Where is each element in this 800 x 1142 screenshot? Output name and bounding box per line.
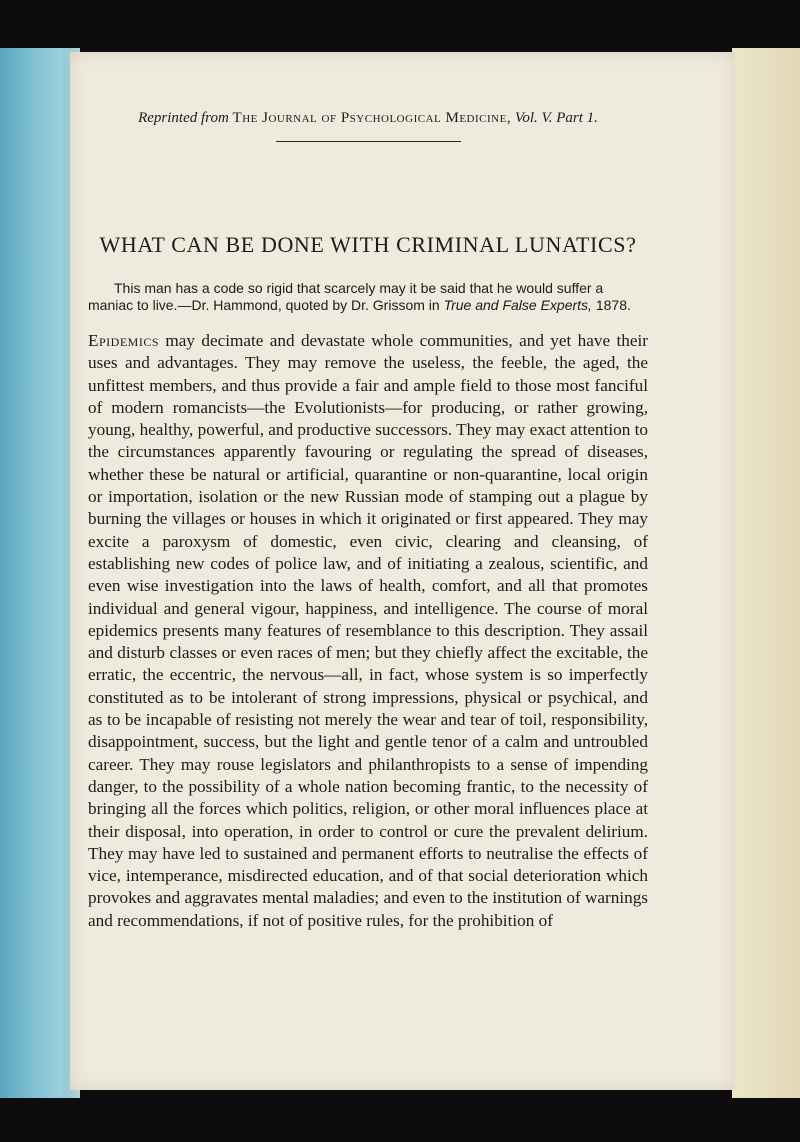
reprint-prefix: Reprinted from	[138, 110, 229, 126]
volume-info: Vol. V. Part 1.	[514, 110, 598, 126]
journal-name: The Journal of Psychological Medicine,	[232, 110, 512, 126]
body-paragraph	[88, 330, 648, 932]
article-title: WHAT CAN BE DONE WITH CRIMINAL LUNATICS?	[99, 232, 637, 257]
epigraph-text: This man has a code so rigid that scarcely may it be said that he would suffer a maniac to live.—Dr. Hammond, quoted by Dr. Grissom in	[88, 280, 604, 313]
epigraph-year: 1878.	[591, 297, 631, 313]
lead-word: Epidemics	[88, 331, 160, 350]
book-cover-left-edge	[0, 48, 80, 1098]
page-text	[88, 52, 648, 949]
reprint-header	[88, 110, 648, 127]
epigraph-source: True and False Experts,	[443, 297, 592, 313]
epigraph	[88, 280, 648, 314]
book-cover-right-edge	[732, 48, 800, 1098]
header-rule	[276, 141, 461, 142]
body-text: may decimate and devastate whole communities, and yet have their uses and advantages. They may remove the useless, the feeble, the aged, the unfittest members, and thus provide a fair and ample field to those most fanciful of modern romancists—the Evolutionists—for producing, or rather growing, young, healthy, powerful, and productive successors. They may exact attention to the circumstances apparently favouring or regulating the spread of diseases, whether these be natural or artificial, quarantine or non-quarantine, local origin or importation, isolation or the new Russian mode of stamping out a plague by burning the villages or houses in which it originated or first appeared. They may excite a paroxysm of domestic, even civic, clearing and cleansing, of establishing new codes of police law, and of initiating a zealous, scientific, and even wise investigation into the laws of health, comfort, and all that promotes individual and general vigour, happiness, and intelligence. The course of moral epidemics presents many features of resemblance to this description. They assail and disturb classes or even races of men; but they chiefly affect the excitable, the erratic, the eccentric, the nervous—all, in fact, whose system is so imperfectly constituted as to be intolerant of strong impressions, physical or psychical, and as to be incapable of resisting not merely the wear and tear of toil, responsibility, disappointment, success, but the light and gentle tenor of a calm and untroubled career. They may rouse legislators and philanthropists to a sense of impending danger, to the possibility of a whole nation becoming frantic, to the necessity of bringing all the forces which politics, religion, or other moral influences place at their disposal, into operation, in order to control or cure the prevalent delirium. They may have led to sustained and permanent efforts to neutralise the effects of vice, intemperance, misdirected education, and of that social deterioration which provokes and aggravates mental maladies; and even to the institution of warnings and recommendations, if not of positive rules, for the prohibition of	[88, 331, 648, 930]
